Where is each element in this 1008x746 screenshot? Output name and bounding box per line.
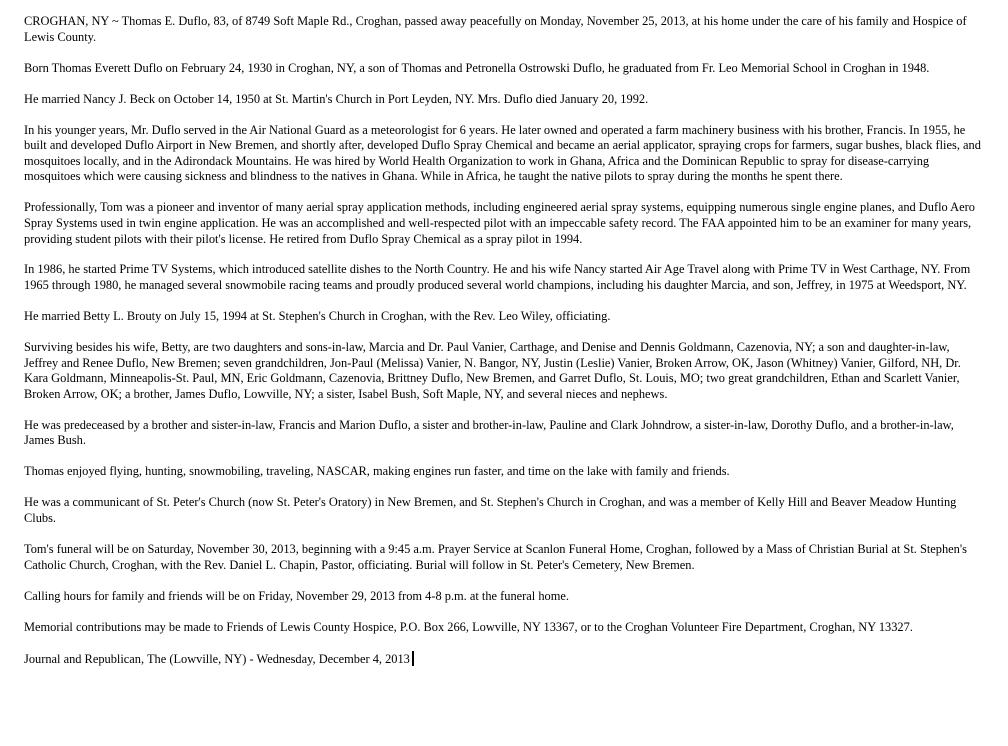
paragraph-survivors: Surviving besides his wife, Betty, are two daughters and sons-in-law, Marcia and Dr. Paul Vanier, Carthage, and Denise and Dennis Goldmann, Cazenovia, NY; a son and daughter-in-law, Jeffrey and Renee Duflo, New Bremen; seven grandchildren, Jon-Paul (Melissa) Vanier, N. Bangor, NY, Justin (Leslie) Vanier, Broken Arrow, OK, Jason (Whitney) Vanier, Gilford, NH, Dr. Kara Goldmann, Minneapolis-St. Paul, MN, Eric Goldmann, Cazenovia, Brittney Duflo, New Bremen, and Garret Duflo, St. Louis, MO; two great grandchildren, Ethan and Scarlett Vanier, Broken Arrow, OK; a brother, James Duflo, Lowville, NY; a sister, Isabel Bush, Soft Maple, NY, and several nieces and nephews. <box>24 340 961 401</box>
source-line <box>24 651 986 668</box>
paragraph-predeceased: He was predeceased by a brother and sister-in-law, Francis and Marion Duflo, a sister and brother-in-law, Pauline and Clark Johndrow, a sister-in-law, Dorothy Duflo, and a brother-in-law, James Bush. <box>24 417 954 448</box>
paragraph-hobbies: Thomas enjoyed flying, hunting, snowmobiling, traveling, NASCAR, making engines run faster, and time on the lake with family and friends. <box>24 464 730 479</box>
paragraph-calling-hours: Calling hours for family and friends will be on Friday, November 29, 2013 from 4-8 p.m. at the funeral home. <box>24 588 569 603</box>
paragraph-intro: CROGHAN, NY ~ Thomas E. Duflo, 83, of 8749 Soft Maple Rd., Croghan, passed away peacefully on Monday, November 25, 2013, at his home under the care of his family and Hospice of Lewis County. <box>24 14 967 44</box>
paragraph-church: He was a communicant of St. Peter's Church (now St. Peter's Oratory) in New Bremen, and St. Stephen's Church in Croghan, and was a member of Kelly Hill and Beaver Meadow Hunting Clubs. <box>24 495 957 525</box>
paragraph-first-marriage: He married Nancy J. Beck on October 14, 1950 at St. Martin's Church in Port Leyden, NY. Mrs. Duflo died January 20, 1992. <box>24 91 649 106</box>
paragraph-professional: Professionally, Tom was a pioneer and inventor of many aerial spray application methods, including engineered aerial spray systems, equipping numerous single engine planes, and Duflo Aero Spray Systems used in twin engine application. He was an accomplished and well-respected pilot with an impeccable safety record. The FAA appointed him to be an examiner for many years, providing student pilots with their pilot's license. He retired from Duflo Spray Chemical as a spray pilot in 1994. <box>24 200 975 246</box>
text-cursor <box>412 651 414 666</box>
paragraph-memorial: Memorial contributions may be made to Friends of Lewis County Hospice, P.O. Box 266, Lowville, NY 13367, or to the Croghan Volunteer Fire Department, Croghan, NY 13327. <box>24 619 913 634</box>
paragraph-prime-tv: In 1986, he started Prime TV Systems, which introduced satellite dishes to the North Country. He and his wife Nancy started Air Age Travel along with Prime TV in West Carthage, NY. From 1965 through 1980, he managed several snowmobile racing teams and proudly produced several world champions, including his daughter Marcia, and son, Jeffrey, in 1975 at Weedsport, NY. <box>24 262 971 293</box>
document-body <box>24 14 986 667</box>
paragraph-second-marriage: He married Betty L. Brouty on July 15, 1994 at St. Stephen's Church in Croghan, with the Rev. Leo Wiley, officiating. <box>24 309 611 324</box>
paragraph-funeral: Tom's funeral will be on Saturday, November 30, 2013, beginning with a 9:45 a.m. Prayer Service at Scanlon Funeral Home, Croghan, followed by a Mass of Christian Burial at St. Stephen's Catholic Church, Croghan, with the Rev. Daniel L. Chapin, Pastor, officiating. Burial will follow in St. Peter's Cemetery, New Bremen. <box>24 541 967 572</box>
paragraph-early-career: In his younger years, Mr. Duflo served in the Air National Guard as a meteorologist for 6 years. He later owned and operated a farm machinery business with his brother, Francis. In 1955, he built and developed Duflo Airport in New Bremen, and shortly after, developed Duflo Spray Chemical and became an aerial applicator, spraying crops for farmers, sugar bushes, black flies, and mosquitoes locally, and in the Adirondack Mountains. He was hired by World Health Organization to work in Ghana, Africa and the Dominican Republic to spray for disease-carrying mosquitoes which were causing sickness and blindness to the natives in Ghana. While in Africa, he taught the native pilots to spray during the months he spent there. <box>24 122 981 184</box>
source-line-text: Journal and Republican, The (Lowville, NY) - Wednesday, December 4, 2013 <box>24 651 410 666</box>
paragraph-birth: Born Thomas Everett Duflo on February 24, 1930 in Croghan, NY, a son of Thomas and Petronella Ostrowski Duflo, he graduated from Fr. Leo Memorial School in Croghan in 1948. <box>24 60 930 75</box>
